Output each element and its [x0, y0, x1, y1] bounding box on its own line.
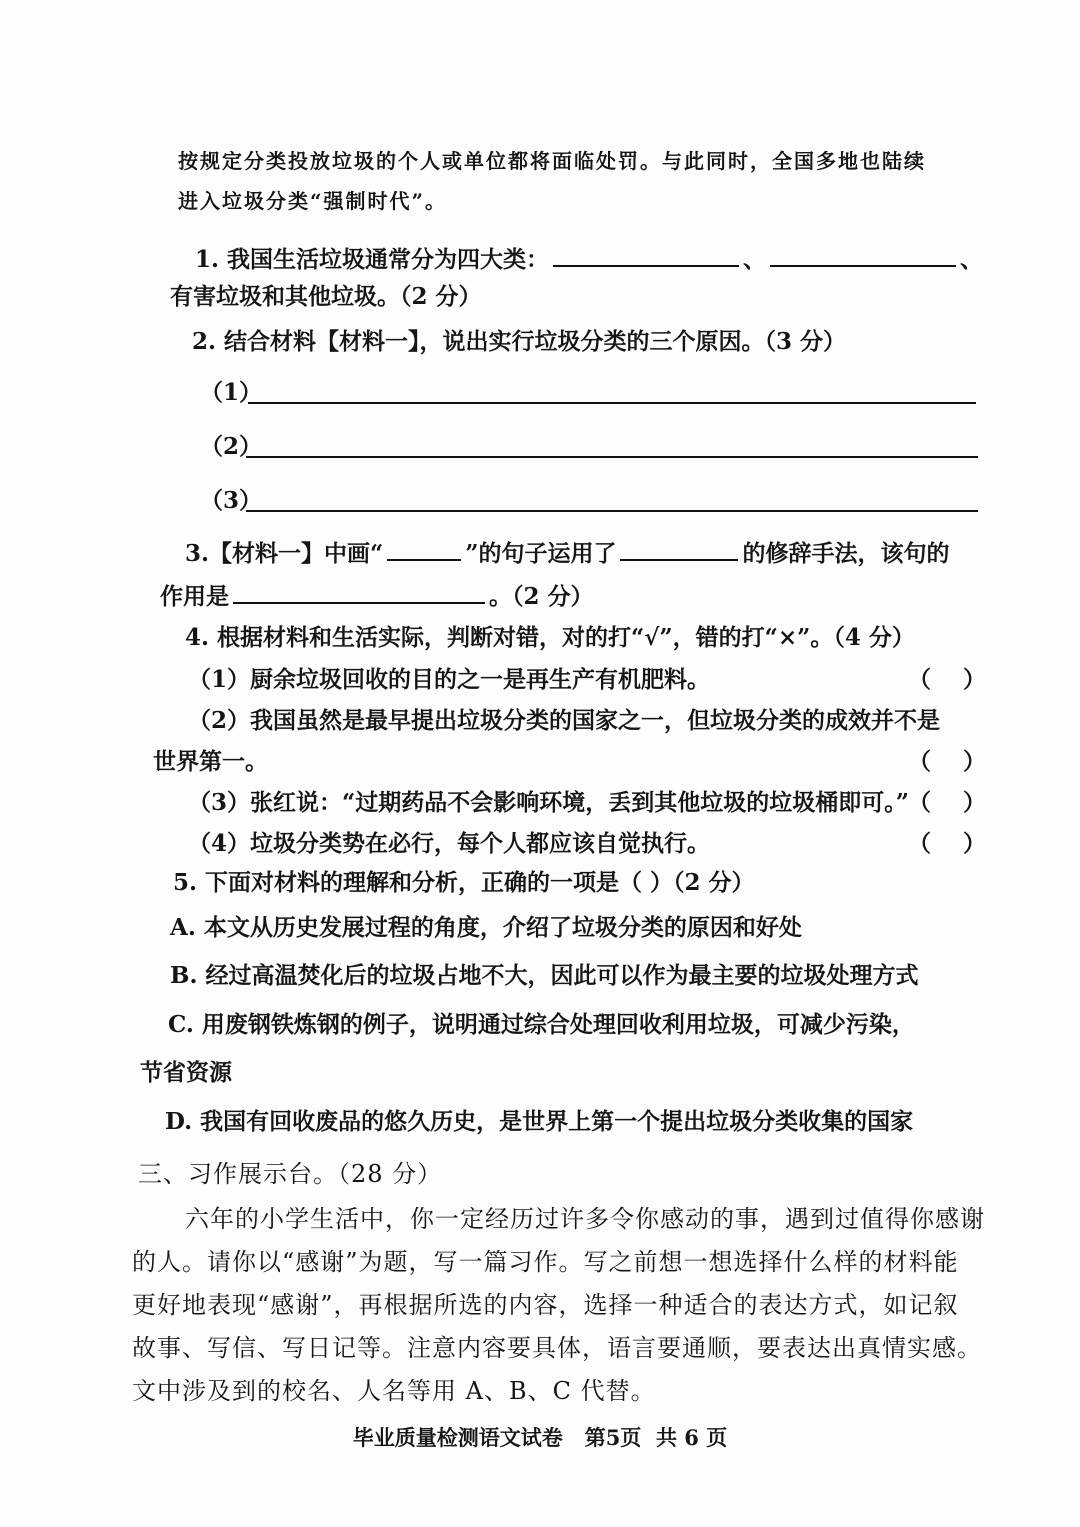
essay-prompt-line-2: 的人。请你以“感谢”为题，写一篇习作。写之前想一想选择什么样的材料能	[132, 1248, 959, 1276]
page-footer: 毕业质量检测语文试卷 第5页 共 6 页	[352, 1425, 728, 1450]
q3-text-a: 3.【材料一】中画“	[185, 540, 384, 567]
q4-answer-3[interactable]: （ ）	[908, 789, 987, 816]
q4-item-2a: （2）我国虽然是最早提出垃圾分类的国家之一，但垃圾分类的成效并不是	[188, 707, 941, 734]
q1-blank-2[interactable]	[770, 243, 956, 267]
q3-text-c: 的修辞手法，该句的	[742, 540, 950, 567]
q3-text-d: 作用是	[160, 583, 229, 610]
essay-prompt-line-1: 六年的小学生活中，你一定经历过许多令你感动的事，遇到过值得你感谢	[185, 1205, 985, 1233]
q2-item-1-label: （1）	[200, 379, 263, 406]
q4-answer-2[interactable]: （ ）	[908, 748, 987, 775]
q2-answer-line-3[interactable]	[246, 510, 978, 512]
q3-blank-rhetoric[interactable]	[620, 537, 738, 561]
q4-question: 4. 根据材料和生活实际，判断对错，对的打“√”，错的打“×”。（4 分）	[185, 624, 915, 651]
q1-sep-1: 、	[743, 246, 767, 273]
q5-option-d[interactable]: D. 我国有回收废品的悠久历史，是世界上第一个提出垃圾分类收集的国家	[165, 1108, 914, 1135]
q2-question: 2. 结合材料【材料一】，说出实行垃圾分类的三个原因。（3 分）	[192, 328, 847, 355]
q4-item-4: （4）垃圾分类势在必行，每个人都应该自觉执行。	[188, 830, 711, 857]
q3-blank-underline[interactable]	[387, 537, 461, 561]
q1-line-2: 有害垃圾和其他垃圾。（2 分）	[170, 283, 482, 310]
q2-answer-line-2[interactable]	[246, 456, 978, 458]
q3-text-e: 。（2 分）	[489, 583, 594, 610]
section-3-heading: 三、习作展示台。（28 分）	[138, 1160, 443, 1188]
q4-item-1: （1）厨余垃圾回收的目的之一是再生产有机肥料。	[188, 666, 711, 693]
q1-line-1	[195, 243, 983, 275]
q1-sep-2: 、	[960, 246, 984, 273]
essay-prompt-line-5: 文中涉及到的校名、人名等用 A、B、C 代替。	[132, 1377, 656, 1405]
q1-text: 1. 我国生活垃圾通常分为四大类：	[195, 246, 550, 273]
q5-option-a[interactable]: A. 本文从历史发展过程的角度，介绍了垃圾分类的原因和好处	[170, 914, 802, 941]
q2-item-2-label: （2）	[200, 433, 263, 460]
q3-text-b: ”的句子运用了	[465, 540, 617, 567]
essay-prompt-line-3: 更好地表现“感谢”，再根据所选的内容，选择一种适合的表达方式，如记叙	[132, 1291, 959, 1319]
intro-line-2: 进入垃圾分类“强制时代”。	[178, 189, 448, 213]
essay-prompt-line-4: 故事、写信、写日记等。注意内容要具体，语言要通顺，要表达出真情实感。	[132, 1334, 982, 1362]
q2-item-3-label: （3）	[200, 487, 263, 514]
q5-option-c[interactable]: C. 用废钢铁炼钢的例子，说明通过综合处理回收利用垃圾，可减少污染，	[168, 1011, 915, 1038]
q4-item-2b: 世界第一。	[153, 748, 268, 775]
q5-option-c-cont: 节省资源	[140, 1059, 232, 1086]
q4-answer-1[interactable]: （ ）	[908, 666, 987, 693]
q4-answer-4[interactable]: （ ）	[908, 830, 987, 857]
q2-answer-line-1[interactable]	[248, 402, 976, 404]
q5-question: 5. 下面对材料的理解和分析，正确的一项是（ ）（2 分）	[173, 869, 755, 896]
q3-line-2	[160, 580, 594, 612]
q4-item-3: （3）张红说：“过期药品不会影响环境，丢到其他垃圾的垃圾桶即可。”	[188, 789, 909, 816]
intro-line-1: 按规定分类投放垃圾的个人或单位都将面临处罚。与此同时，全国多地也陆续	[178, 149, 926, 173]
q5-option-b[interactable]: B. 经过高温焚化后的垃圾占地不大，因此可以作为最主要的垃圾处理方式	[170, 962, 919, 989]
q3-line-1	[185, 537, 949, 569]
q3-blank-function[interactable]	[233, 580, 485, 604]
q1-blank-1[interactable]	[553, 243, 739, 267]
